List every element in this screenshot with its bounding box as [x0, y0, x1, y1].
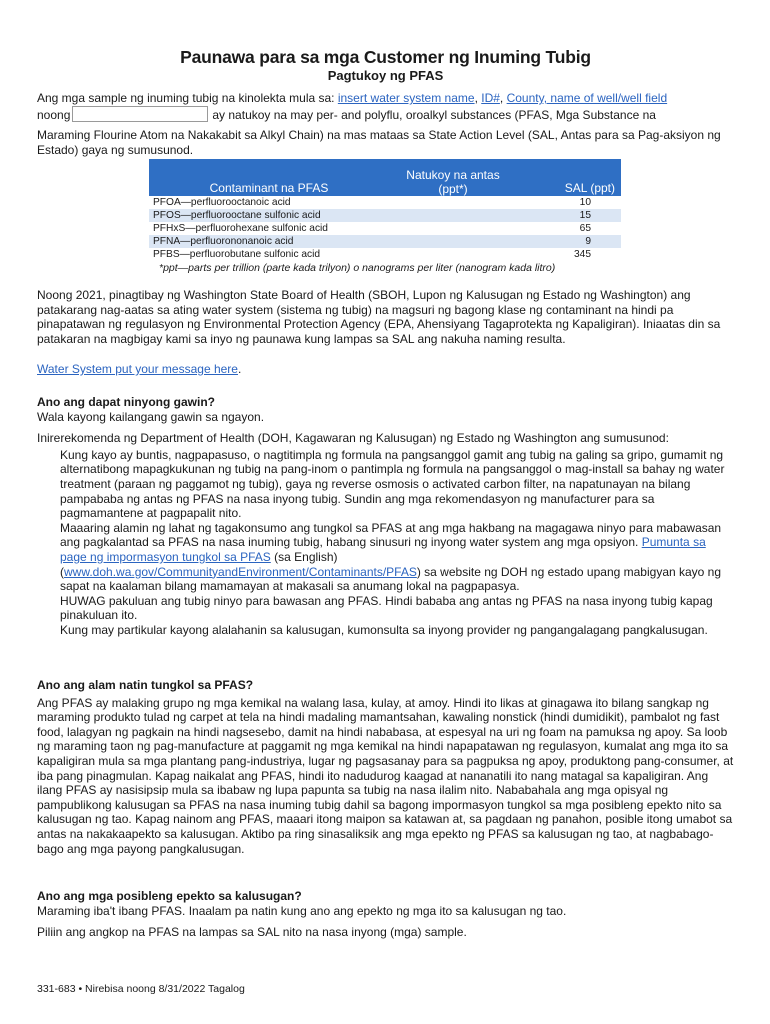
- section-ws-message: [37, 362, 734, 377]
- header-detected: [389, 159, 517, 196]
- county-well-link[interactable]: County, name of well/well field: [506, 91, 668, 105]
- what-we-know-text: Ang PFAS ay malaking grupo ng mga kemikal na walang lasa, kulay, at amoy. Hindi ito likas at ginagawa ito bilang sangkap ng maraming produkto tulad ng carpet at tela na hindi madaling mamantsahan, kawaling nonstick (hindi dumidikit), pambalot ng fast food, lalagyan ng pagkain na hindi nagsesebo, damit na hindi nababasa, at espesyal na uri ng foam na pamuksa ng apoy. Sa loob ng maraming taon ng pag-manufacture at paggamit ng mga kemikal na hindi napapatawan ng regulasyon, kumalat ang mga ito sa kapaligiran mula sa mga plantang pang-industriya, lugar ng pagsasanay para sa pagpuksa ng apoy, produktong pang-consumer, at iba pang pinagmulan. Kapag naikalat ang PFAS, hindi ito nadudurog kaagad at nananatili ito nang matagal sa kapaligiran. Ang ilang PFAS ay nasisipsip mula sa ibabaw ng lupa papunta sa tubig na nasa ilalim nito. Nababahala ang mga opisyal ng pampublikong kalusugan sa PFAS na nasa inuming tubig dahil sa bagong impormasyon tungkol sa mga posibleng epekto nito sa kalusugan ng tao. Kapag nainom ang PFAS, maaari itong maipon sa katawan at, sa pagdaan ng panahon, posible itong umabot sa antas na nakakaapekto sa kalusugan. Aktibo pa ring sinasaliksik ang mga epekto ng PFAS sa kalusugan ng tao, at nagbabago-bago ang mga payong pangkalusugan.: [37, 695, 734, 856]
- health-effects-text: Maraming iba't ibang PFAS. Inaalam pa natin kung ano ang epekto ng mga ito sa kalusugan ng tao.: [37, 903, 567, 918]
- table-row: [149, 235, 621, 248]
- section-what-we-know: [37, 678, 734, 856]
- table-header-row: [149, 159, 621, 196]
- bullet-text: Kung kayo ay buntis, nagpapasuso, o nagtitimpla ng formula na pangsanggol gamit ang tubig na galing sa gripo, gumamit ng alternatibong mapagkukunan ng tubig na pang-inom o pantimpla ng formula na pangsanggol o mag-install sa bahay ng water treatment (paraan ng paggamot ng tubig), gaya ng reverse osmosis o activated carbon filter, na napatunayan na bilang pampababa ng antas ng PFAS na nasa inyong tubig. Sundin ang mga rekomendasyon ng manufacturer para sa pagmamantene at pagpapalit nito.: [60, 447, 725, 521]
- ws-message-link[interactable]: Water System put your message here: [37, 362, 238, 376]
- section-what-to-do: [37, 395, 734, 638]
- header-contaminant: Contaminant na PFAS: [149, 159, 389, 196]
- recommendation-list: [37, 448, 734, 638]
- pfas-results-table: [149, 159, 621, 261]
- table-row: [149, 196, 621, 209]
- section-2021: [37, 288, 734, 346]
- list-item: Maaaring alamin ng lahat ng tagakonsumo ang tungkol sa PFAS at ang mga hakbang na magagawa ninyo para mabawasan ang pagkalantad sa PFAS na nasa inuming tubig, habang sinusuri ng inyong water system ang mga opsiyon. Pumunta sa page ng impormasyon tungkol sa PFAS (sa English) (www.doh.wa.gov/CommunityandEnvironment/Contaminants/PFAS) sa website ng DOH ng estado upang mabigyan kayo ng sapat na kaalaman bilang mamamayan at makasali sa anumang lokal na pagpapasya.: [60, 520, 722, 594]
- what-we-know-heading: Ano ang alam natin tungkol sa PFAS?: [37, 678, 254, 692]
- table-row: [149, 209, 621, 222]
- health-effects-heading: Ano ang mga posibleng epekto sa kalusugan?: [37, 889, 302, 903]
- row-sal: 345: [517, 248, 621, 261]
- health-effects-select: Piliin ang angkop na PFAS na lampas sa SAL nito na nasa inyong (mga) sample.: [37, 925, 467, 940]
- list-item: [37, 623, 734, 638]
- row-contaminant: PFBS—perfluorobutane sulfonic acid: [149, 248, 389, 261]
- pfas-info-page-link[interactable]: Pumunta sa page ng impormasyon tungkol sa PFAS: [60, 535, 706, 564]
- ws-message-end: .: [237, 362, 242, 376]
- row-sal: 15: [517, 209, 621, 222]
- recommend-text: Inirerekomenda ng Department of Health (DOH, Kagawaran ng Kalusugan) ng Estado ng Washington ang sumusunod:: [37, 431, 669, 446]
- table-footnote: *ppt—parts per trillion (parte kada trilyon) o nanograms per liter (nanogram kada litro): [159, 262, 556, 274]
- bullet-text: Kung may partikular kayong alalahanin sa kalusugan, kumonsulta sa inyong provider ng pangangalagang pangkalusugan.: [60, 622, 708, 637]
- bullet-text-c: sa website ng DOH ng estado upang mabigyan kayo ng sapat na kaalaman bilang mamamayan at makasali sa anumang lokal na pagpapasya.: [60, 564, 722, 594]
- intro-paragraph: [37, 91, 734, 157]
- intro-line1: [37, 91, 734, 106]
- row-detected: [389, 196, 517, 209]
- row-detected: [389, 209, 517, 222]
- row-sal: 65: [517, 222, 621, 235]
- row-detected: [389, 248, 517, 261]
- intro-rest: Maraming Flourine Atom na Nakakabit sa Alkyl Chain) na mas mataas sa State Action Level (SAL, Antas para sa Pag-aksiyon ng Estado) gaya ng sumusunod.: [37, 128, 721, 157]
- bullet-text-a: Maaaring alamin ng lahat ng tagakonsumo ang tungkol sa PFAS at ang mga hakbang na magagawa ninyo para mabawasan ang pagkalantad sa PFAS na nasa inuming tubig, habang sinusuri ng inyong water system ang mga opsiyon.: [60, 520, 722, 550]
- row-contaminant: PFNA—perfluorononanoic acid: [149, 235, 389, 248]
- row-sal: 9: [517, 235, 621, 248]
- intro-noong: noong: [37, 107, 71, 122]
- row-contaminant: PFOS—perfluorooctane sulfonic acid: [149, 209, 389, 222]
- date-input-field[interactable]: [72, 106, 208, 122]
- bullet-text: HUWAG pakuluan ang tubig ninyo para bawasan ang PFAS. Hindi bababa ang antas ng PFAS na nasa inyong tubig kapag pinakuluan ito.: [60, 593, 713, 623]
- row-sal: 10: [517, 196, 621, 209]
- paragraph-2021: Noong 2021, pinagtibay ng Washington State Board of Health (SBOH, Lupon ng Kalusugan ng Estado ng Washington) ang patakarang nag-aatas sa ating water system (sistema ng tubig) na magsuri ng bagong klase ng contaminant na hindi pa pinapatawan ng regulasyon ng Environmental Protection Agency (EPA, Ahensiyang Tagaprotekta ng Kapaligiran). Iniaatas din sa patakaran na magbigay kami sa inyo ng paunawa kung lampas sa SAL ang nakuha naming resulta.: [37, 288, 721, 346]
- list-item: [37, 448, 734, 521]
- page-title: Paunawa para sa mga Customer ng Inuming Tubig: [180, 47, 591, 67]
- section-health-effects: [37, 889, 734, 940]
- doh-pfas-url-link[interactable]: www.doh.wa.gov/CommunityandEnvironment/Contaminants/PFAS: [64, 564, 417, 579]
- water-system-name-link[interactable]: insert water system name: [337, 91, 475, 105]
- intro-after-blank: ay natukoy na may per- and polyflu, oroalkyl substances (PFAS, Mga Substance na: [212, 107, 656, 122]
- page-footer: 331-683 • Nirebisa noong 8/31/2022 Tagalog: [37, 983, 245, 995]
- ws-message-line: [37, 362, 734, 377]
- intro-line2: [37, 106, 734, 123]
- table-row: [149, 248, 621, 261]
- row-detected: [389, 235, 517, 248]
- intro-sep1: ,: [474, 91, 482, 105]
- what-to-do-heading: Ano ang dapat ninyong gawin?: [37, 395, 215, 409]
- id-link[interactable]: ID#: [481, 91, 500, 105]
- row-contaminant: PFHxS—perfluorohexane sulfonic acid: [149, 222, 389, 235]
- header-sal: SAL (ppt): [517, 159, 621, 196]
- table-row: [149, 222, 621, 235]
- row-detected: [389, 222, 517, 235]
- what-to-do-text: Wala kayong kailangang gawin sa ngayon.: [37, 409, 265, 424]
- header-detected-line2: (ppt*): [438, 182, 468, 196]
- bullet-text-b: (sa English): [270, 549, 338, 564]
- row-contaminant: PFOA—perfluorooctanoic acid: [149, 196, 389, 209]
- page-subtitle: Pagtukoy ng PFAS: [327, 68, 444, 83]
- intro-sep2: ,: [499, 91, 507, 105]
- list-item: [37, 594, 734, 623]
- intro-prefix: Ang mga sample ng inuming tubig na kinolekta mula sa:: [37, 91, 338, 105]
- header-detected-line1: Natukoy na antas: [406, 168, 500, 182]
